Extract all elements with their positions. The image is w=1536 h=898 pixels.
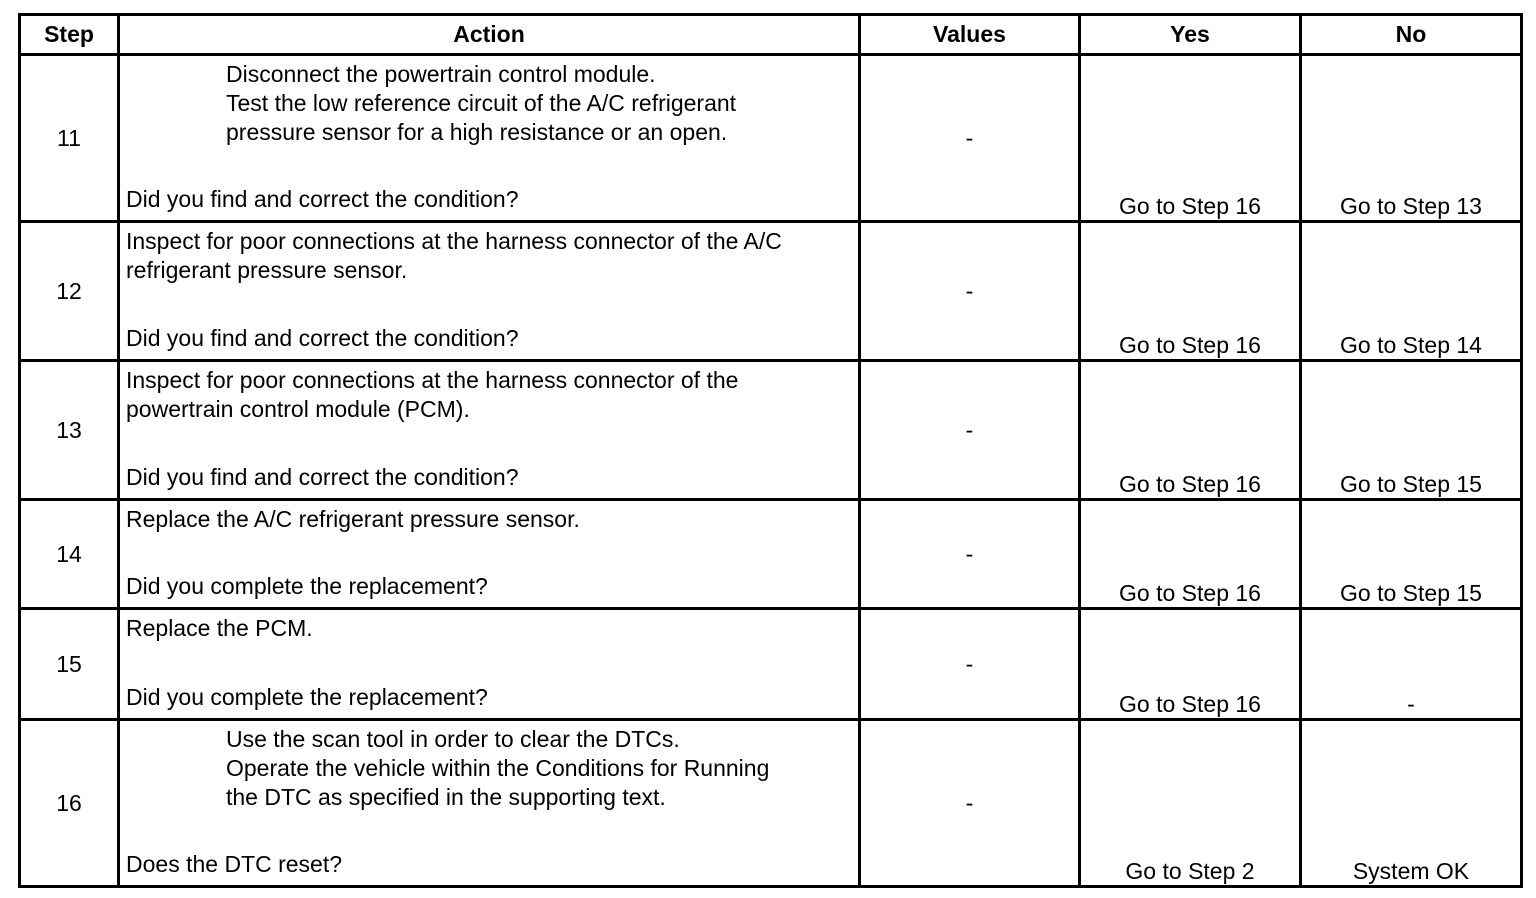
header-action: Action <box>119 15 860 55</box>
action-line: Inspect for poor connections at the harness connector of the A/C <box>126 228 782 254</box>
header-step: Step <box>20 15 119 55</box>
action-line: Use the scan tool in order to clear the DTCs. <box>226 726 680 752</box>
action-cell <box>119 361 860 500</box>
action-line: Replace the PCM. <box>126 615 313 641</box>
no-cell: Go to Step 14 <box>1301 222 1522 361</box>
action-line: Replace the A/C refrigerant pressure sensor. <box>126 506 580 532</box>
no-cell: - <box>1301 609 1522 720</box>
action-cell <box>119 500 860 609</box>
yes-cell: Go to Step 16 <box>1080 361 1301 500</box>
table-row <box>20 361 1522 500</box>
diagnostic-table <box>18 13 1523 888</box>
action-cell <box>119 222 860 361</box>
no-cell: Go to Step 15 <box>1301 361 1522 500</box>
values-cell: - <box>860 55 1080 222</box>
action-cell <box>119 55 860 222</box>
step-number: 15 <box>20 609 119 720</box>
action-text <box>126 505 846 534</box>
action-text <box>126 60 846 147</box>
action-text <box>126 614 846 643</box>
values-cell: - <box>860 361 1080 500</box>
action-line: Inspect for poor connections at the harness connector of the <box>126 367 739 393</box>
step-number: 12 <box>20 222 119 361</box>
table-row <box>20 720 1522 887</box>
action-question: Did you find and correct the condition? <box>126 186 519 212</box>
table-row <box>20 222 1522 361</box>
header-yes: Yes <box>1080 15 1301 55</box>
values-cell: - <box>860 222 1080 361</box>
step-number: 13 <box>20 361 119 500</box>
header-values: Values <box>860 15 1080 55</box>
no-cell: Go to Step 15 <box>1301 500 1522 609</box>
yes-cell: Go to Step 16 <box>1080 500 1301 609</box>
step-number: 14 <box>20 500 119 609</box>
values-cell: - <box>860 720 1080 887</box>
action-question: Did you complete the replacement? <box>126 684 488 710</box>
action-line: Disconnect the powertrain control module. <box>226 61 656 87</box>
step-number: 16 <box>20 720 119 887</box>
action-question: Does the DTC reset? <box>126 851 343 877</box>
action-text <box>126 725 846 812</box>
action-text <box>126 227 846 285</box>
no-cell: System OK <box>1301 720 1522 887</box>
action-line: the DTC as specified in the supporting text. <box>226 784 666 810</box>
action-question: Did you find and correct the condition? <box>126 464 519 490</box>
action-question: Did you complete the replacement? <box>126 573 488 599</box>
yes-cell: Go to Step 16 <box>1080 55 1301 222</box>
action-line: refrigerant pressure sensor. <box>126 257 408 283</box>
action-line: pressure sensor for a high resistance or an open. <box>226 119 728 145</box>
values-cell: - <box>860 609 1080 720</box>
yes-cell: Go to Step 16 <box>1080 222 1301 361</box>
yes-cell: Go to Step 16 <box>1080 609 1301 720</box>
step-number: 11 <box>20 55 119 222</box>
table-row <box>20 500 1522 609</box>
action-text <box>126 366 846 424</box>
action-cell <box>119 609 860 720</box>
action-line: Test the low reference circuit of the A/C refrigerant <box>226 90 737 116</box>
action-cell <box>119 720 860 887</box>
table-row <box>20 55 1522 222</box>
values-cell: - <box>860 500 1080 609</box>
table-row <box>20 609 1522 720</box>
action-line: Operate the vehicle within the Conditions for Running <box>226 755 770 781</box>
header-no: No <box>1301 15 1522 55</box>
action-line: powertrain control module (PCM). <box>126 396 470 422</box>
header-row <box>20 15 1522 55</box>
yes-cell: Go to Step 2 <box>1080 720 1301 887</box>
no-cell: Go to Step 13 <box>1301 55 1522 222</box>
action-question: Did you find and correct the condition? <box>126 325 519 351</box>
